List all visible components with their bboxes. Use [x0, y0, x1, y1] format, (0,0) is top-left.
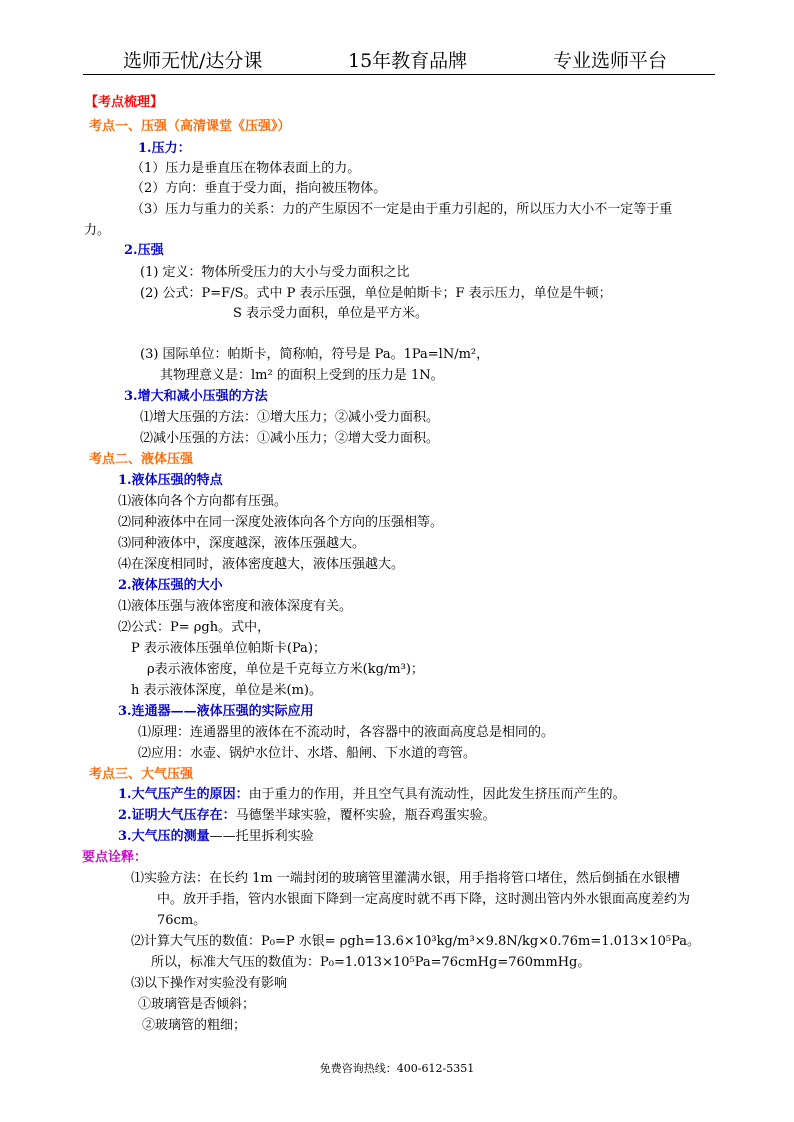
header-slogan: 15年教育品牌	[348, 50, 468, 72]
text-line: ⑶以下操作对实验没有影响	[131, 976, 288, 991]
text-line	[118, 786, 626, 804]
text-line: ⑴液体向各个方向都有压强。	[118, 494, 288, 509]
inline-heading: 3.大气压的测量	[118, 829, 210, 844]
subheading: 1.压力：	[138, 141, 191, 156]
text-line: 76cm。	[157, 913, 207, 928]
text-line: ⑵公式：P= ρgh。式中，	[118, 620, 271, 635]
subheading: 1.液体压强的特点	[118, 473, 223, 488]
inline-text: ——托里拆利实验	[209, 829, 314, 844]
text-line: ⑴增大压强的方法：①增大压力；②减小受力面积。	[140, 410, 440, 425]
text-line	[118, 828, 314, 846]
text-line: P 表示液体压强单位帕斯卡(Pa)；	[131, 641, 326, 656]
text-line: （3）压力与重力的关系：力的产生原因不一定是由于重力引起的，所以压力大小不一定等于重	[131, 202, 673, 217]
text-line: ①玻璃管是否倾斜；	[138, 997, 256, 1012]
section-heading: 【考点梳理】	[85, 95, 164, 110]
inline-text: 马德堡半球实验，覆杯实验，瓶吞鸡蛋实验。	[235, 808, 496, 823]
subheading: 3.连通器——液体压强的实际应用	[118, 704, 314, 719]
text-line: 所以，标准大气压的数值为：P₀=1.013×10⁵Pa=76cmHg=760mmHg。	[151, 955, 591, 970]
text-line: （1）压力是垂直压在物体表面上的力。	[131, 161, 361, 176]
text-line: (1) 定义：物体所受压力的大小与受力面积之比	[140, 265, 410, 280]
text-line: ⑴原理：连通器里的液体在不流动时，各容器中的液面高度总是相同的。	[138, 725, 555, 740]
text-line: ②玻璃管的粗细；	[142, 1018, 247, 1033]
text-line: ⑶同种液体中，深度越深，液体压强越大。	[118, 536, 366, 551]
text-line: ⑴液体压强与液体密度和液体深度有关。	[118, 599, 353, 614]
text-line: ⑵同种液体中在同一深度处液体向各个方向的压强相等。	[118, 515, 444, 530]
subheading: 3.增大和减小压强的方法	[124, 389, 268, 404]
page-header	[0, 48, 794, 76]
text-line	[118, 807, 496, 825]
text-line: ⑵应用：水壶、锅炉水位计、水塔、船闸、下水道的弯管。	[138, 746, 477, 761]
subheading: 2.液体压强的大小	[118, 578, 223, 593]
text-line: ⑵计算大气压的数值：P₀=P 水银= ρgh=13.6×10³kg/m³×9.8N/kg×0.76m=1.013×10⁵Pa。	[131, 934, 701, 949]
topic-heading-3: 考点三、大气压强	[89, 767, 194, 782]
text-line: ⑴实验方法：在长约 1m 一端封闭的玻璃管里灌满水银，用手指将管口堵住，然后倒插在水银槽	[131, 871, 680, 886]
text-line: ⑵减小压强的方法：①减小压力；②增大受力面积。	[140, 431, 440, 446]
text-line: h 表示液体深度，单位是米(m)。	[131, 683, 322, 698]
inline-heading: 2.证明大气压存在：	[118, 808, 236, 823]
text-line: ⑷在深度相同时，液体密度越大，液体压强越大。	[118, 557, 405, 572]
text-line: S 表示受力面积，单位是平方米。	[233, 306, 429, 321]
header-brand: 选师无忧/达分课	[123, 50, 263, 72]
inline-heading: 1.大气压产生的原因：	[118, 787, 249, 802]
text-line: 中。放开手指，管内水银面下降到一定高度时就不再下降，这时测出管内外水银面高度差约为	[157, 892, 691, 907]
text-line: 其物理意义是：lm² 的面积上受到的压力是 1N。	[160, 368, 444, 383]
text-line: ρ表示液体密度，单位是千克每立方米(kg/m³)；	[147, 662, 424, 677]
key-points-heading: 要点诠释：	[82, 850, 148, 865]
topic-heading-2: 考点二、液体压强	[89, 452, 194, 467]
subheading: 2.压强	[124, 243, 164, 258]
topic-heading-1: 考点一、压强（高清课堂《压强》）	[89, 119, 291, 134]
inline-text: 由于重力的作用，并且空气具有流动性，因此发生挤压而产生的。	[248, 787, 626, 802]
footer-hotline: 免费咨询热线：400-612-5351	[319, 1062, 475, 1075]
text-line: (3) 国际单位：帕斯卡，简称帕，符号是 Pa。1Pa=lN/m²，	[140, 347, 490, 362]
header-platform: 专业选师平台	[553, 50, 668, 72]
text-line: (2) 公式：P=F/S。式中 P 表示压强，单位是帕斯卡；F 表示压力，单位是牛顿；	[140, 286, 612, 301]
header-divider	[83, 74, 715, 75]
text-line: （2）方向：垂直于受力面，指向被压物体。	[131, 181, 387, 196]
text-line: 力。	[84, 223, 111, 238]
